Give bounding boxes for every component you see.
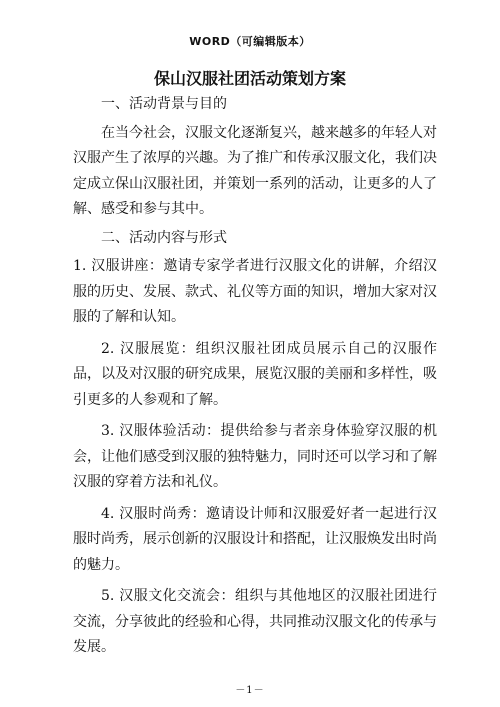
list-item: 2. 汉服展览：组织汉服社团成员展示自己的汉服作品，以及对汉服的研究成果，展览汉服的美丽和多样性，吸引更多的人参观和了解。 [73,340,437,408]
list-item: 5. 汉服文化交流会：组织与其他地区的汉服社团进行交流，分享彼此的经验和心得，共同推动汉服文化的传承与发展。 [73,588,437,655]
list-item: 4. 汉服时尚秀：邀请设计师和汉服爱好者一起进行汉服时尚秀，展示创新的汉服设计和搭配，让汉服焕发出时尚的魅力。 [73,505,437,573]
document-title: 保山汉服社团活动策划方案 [153,69,346,88]
background-paragraph: 在当今社会，汉服文化逐渐复兴，越来越多的年轻人对汉服产生了浓厚的兴趣。为了推广和传承汉服文化，我们决定成立保山汉服社团，并策划一系列的活动，让更多的人了解、感受和参与其中。 [73,124,437,217]
document-body [73,92,437,667]
document-header: WORD（可编辑版本） [189,35,311,48]
list-item: 1. 汉服讲座：邀请专家学者进行汉服文化的讲解，介绍汉服的历史、发展、款式、礼仪等方面的知识，增加大家对汉服的了解和认知。 [73,258,437,325]
section-heading-content: 二、活动内容与形式 [101,229,227,246]
list-item: 3. 汉服体验活动：提供给参与者亲身体验穿汉服的机会，让他们感受到汉服的独特魅力，同时还可以学习和了解汉服的穿着方法和礼仪。 [73,423,437,490]
section-heading-background: 一、活动背景与目的 [101,96,227,112]
page-number: －1－ [235,685,265,696]
